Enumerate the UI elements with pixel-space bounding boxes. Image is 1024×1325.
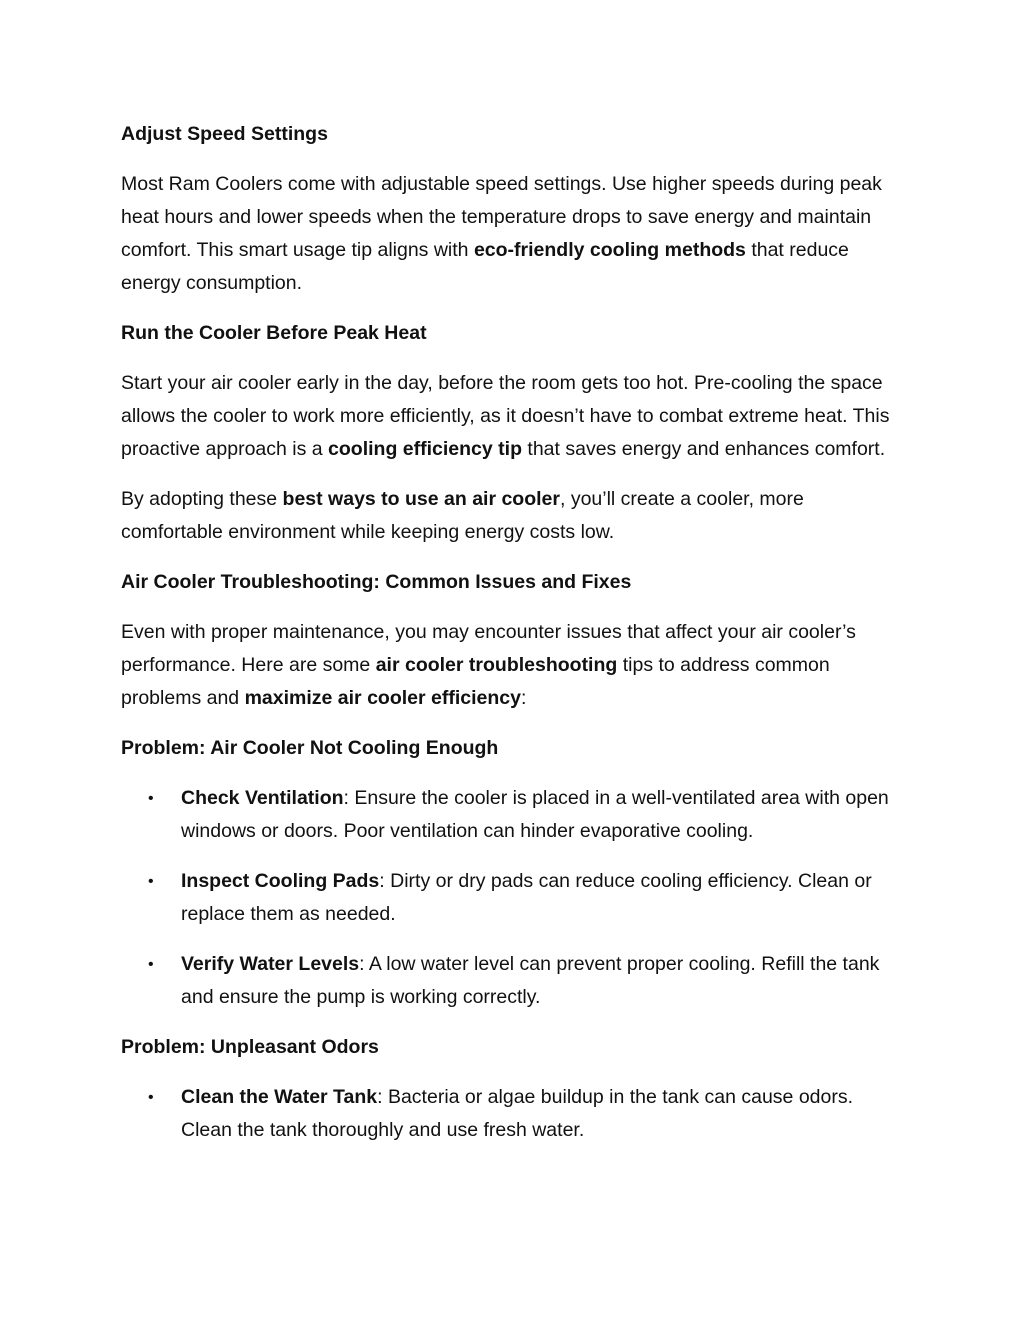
list-item — [121, 948, 906, 1014]
list-item-term: Clean the Water Tank — [181, 1086, 378, 1108]
bold-term: eco-friendly cooling methods — [473, 239, 746, 261]
list-item-term: Inspect Cooling Pads — [181, 870, 380, 892]
list-item-text: : Dirty or dry pads can reduce cooling efficiency. Clean or replace them as needed. — [181, 870, 872, 925]
list-item — [121, 1081, 906, 1147]
paragraph-text: Start your air cooler early in the day, before the room gets too hot. Pre-cooling the space allows the cooler to work more efficiently, as it doesn’t have to combat extreme heat. This proactive approach is a — [121, 372, 890, 460]
paragraph-text: tips to address common problems and — [121, 654, 830, 709]
bullet-icon: • — [148, 873, 154, 890]
list-item-term: Verify Water Levels — [181, 953, 360, 975]
paragraph-pre-cooling — [121, 367, 906, 466]
document-page — [121, 118, 906, 1164]
list-odor-fixes — [121, 1081, 906, 1147]
bullet-icon: • — [148, 1089, 154, 1106]
bold-term: best ways to use an air cooler — [282, 488, 560, 510]
list-item-text: : A low water level can prevent proper cooling. Refill the tank and ensure the pump is working correctly. — [181, 953, 880, 1008]
bullet-icon: • — [148, 790, 154, 807]
list-item — [121, 865, 906, 931]
paragraph-text: that reduce energy consumption. — [121, 239, 849, 294]
paragraph-text: By adopting these — [121, 488, 283, 510]
paragraph-text: Most Ram Coolers come with adjustable speed settings. Use higher speeds during peak heat hours and lower speeds when the temperature drops to save energy and maintain comfort. This smart usage tip aligns with — [121, 173, 882, 261]
bold-term: cooling efficiency tip — [328, 438, 522, 460]
list-item-term: Check Ventilation — [181, 787, 344, 809]
heading-troubleshooting: Air Cooler Troubleshooting: Common Issues and Fixes — [121, 571, 632, 593]
heading-unpleasant-odors: Problem: Unpleasant Odors — [121, 1036, 379, 1058]
paragraph-speed-settings — [121, 168, 906, 300]
paragraph-best-ways — [121, 483, 906, 549]
heading-not-cooling-enough: Problem: Air Cooler Not Cooling Enough — [121, 737, 499, 759]
paragraph-text: , you’ll create a cooler, more comfortable environment while keeping energy costs low. — [121, 488, 804, 543]
paragraph-text: Even with proper maintenance, you may encounter issues that affect your air cooler’s performance. Here are some — [121, 621, 856, 676]
heading-run-before-peak: Run the Cooler Before Peak Heat — [121, 322, 427, 344]
paragraph-text: that saves energy and enhances comfort. — [522, 438, 886, 460]
paragraph-text: : — [520, 687, 527, 709]
bullet-icon: • — [148, 956, 154, 973]
list-item-text: : Bacteria or algae buildup in the tank can cause odors. Clean the tank thoroughly and use fresh water. — [181, 1086, 854, 1141]
heading-adjust-speed-settings: Adjust Speed Settings — [121, 123, 328, 145]
list-item-text: : Ensure the cooler is placed in a well-ventilated area with open windows or doors. Poor ventilation can hinder evaporative cooling. — [181, 787, 889, 842]
list-not-cooling-fixes — [121, 782, 906, 1014]
bold-term: maximize air cooler efficiency — [244, 687, 521, 709]
list-item — [121, 782, 906, 848]
bold-term: air cooler troubleshooting — [375, 654, 618, 676]
paragraph-troubleshooting-intro — [121, 616, 906, 715]
